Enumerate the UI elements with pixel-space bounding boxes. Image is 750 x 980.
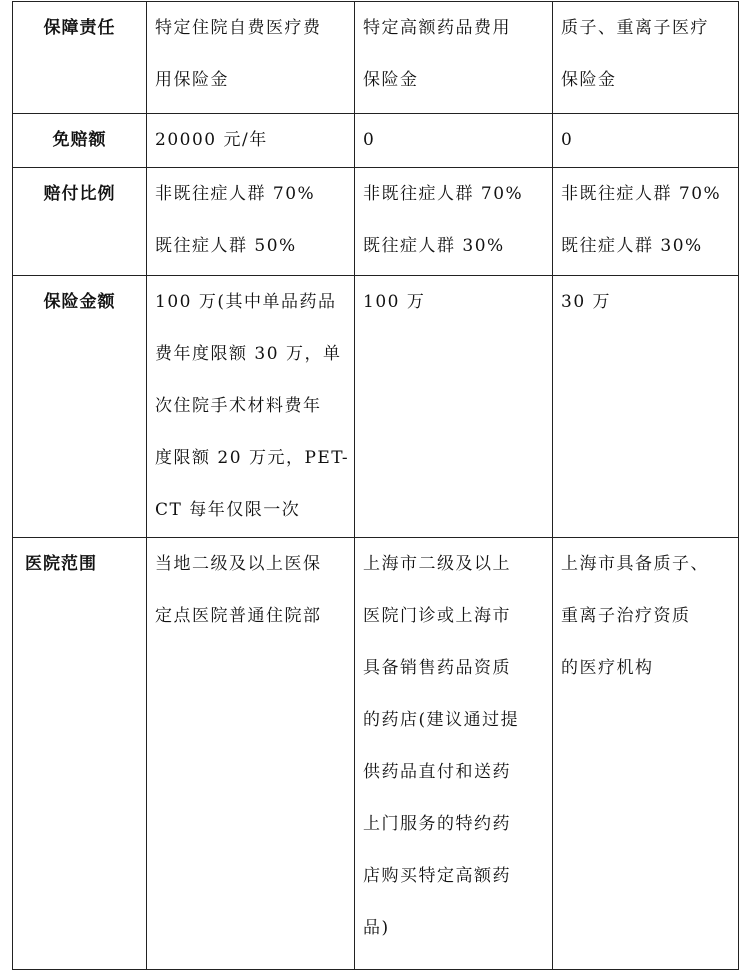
cell-line: 品) bbox=[363, 918, 390, 938]
table-cell bbox=[147, 538, 355, 970]
cell-line: CT 每年仅限一次 bbox=[155, 500, 301, 520]
cell-line: 上门服务的特约药 bbox=[363, 814, 511, 834]
table-cell bbox=[355, 168, 553, 276]
table-cell bbox=[355, 2, 553, 114]
table-cell bbox=[147, 276, 355, 538]
table-row bbox=[13, 538, 739, 970]
row-header-coverage bbox=[13, 2, 147, 114]
cell-line: 既往症人群 30% bbox=[363, 236, 505, 256]
cell-line: 既往症人群 50% bbox=[155, 236, 297, 256]
cell-line: 既往症人群 30% bbox=[561, 236, 703, 256]
cell-line: 保险金 bbox=[363, 70, 419, 90]
table-row bbox=[13, 168, 739, 276]
cell-line: 店购买特定高额药 bbox=[363, 866, 511, 886]
cell-line: 保险金 bbox=[561, 70, 617, 90]
table-cell bbox=[147, 114, 355, 168]
cell-line: 定点医院普通住院部 bbox=[155, 606, 322, 626]
table-row bbox=[13, 276, 739, 538]
table-cell bbox=[147, 2, 355, 114]
cell-line: 费年度限额 30 万，单 bbox=[155, 344, 342, 364]
cell-line: 上海市二级及以上 bbox=[363, 554, 511, 574]
table-cell bbox=[147, 168, 355, 276]
table-cell bbox=[355, 114, 553, 168]
table-row bbox=[13, 2, 739, 114]
cell-line: 的医疗机构 bbox=[561, 658, 654, 678]
cell-line: 医院门诊或上海市 bbox=[363, 606, 511, 626]
row-header-payout-ratio bbox=[13, 168, 147, 276]
row-header-deductible bbox=[13, 114, 147, 168]
cell-line: 100 万(其中单品药品 bbox=[155, 292, 337, 312]
cell-line: 特定高额药品费用 bbox=[363, 18, 511, 38]
cell-line: 次住院手术材料费年 bbox=[155, 396, 322, 416]
cell-line: 30 万 bbox=[561, 292, 612, 312]
cell-line: 100 万 bbox=[363, 292, 426, 312]
cell-line: 上海市具备质子、 bbox=[561, 554, 709, 574]
cell-line: 质子、重离子医疗 bbox=[561, 18, 709, 38]
cell-line: 20000 元/年 bbox=[155, 130, 268, 150]
row-header-label: 医院范围 bbox=[25, 554, 97, 574]
cell-line: 用保险金 bbox=[155, 70, 229, 90]
table-cell bbox=[553, 538, 739, 970]
row-header-hospital-scope bbox=[13, 538, 147, 970]
row-header-label: 保险金额 bbox=[43, 292, 116, 312]
cell-line: 0 bbox=[363, 130, 376, 150]
cell-line: 非既往症人群 70% bbox=[363, 184, 524, 204]
cell-line: 度限额 20 万元，PET- bbox=[155, 448, 350, 468]
cell-line: 0 bbox=[561, 130, 574, 150]
row-header-label: 赔付比例 bbox=[43, 184, 116, 204]
table-row bbox=[13, 114, 739, 168]
cell-line: 特定住院自费医疗费 bbox=[155, 18, 322, 38]
table-cell bbox=[553, 168, 739, 276]
table-cell bbox=[553, 276, 739, 538]
table-cell bbox=[553, 2, 739, 114]
table-cell bbox=[553, 114, 739, 168]
row-header-insured-amount bbox=[13, 276, 147, 538]
cell-line: 非既往症人群 70% bbox=[561, 184, 722, 204]
cell-line: 当地二级及以上医保 bbox=[155, 554, 322, 574]
cell-line: 非既往症人群 70% bbox=[155, 184, 316, 204]
cell-line: 的药店(建议通过提 bbox=[363, 710, 520, 730]
insurance-coverage-table bbox=[12, 1, 739, 970]
row-header-label: 免赔额 bbox=[52, 130, 107, 150]
cell-line: 重离子治疗资质 bbox=[561, 606, 691, 626]
cell-line: 具备销售药品资质 bbox=[363, 658, 511, 678]
table-cell bbox=[355, 276, 553, 538]
cell-line: 供药品直付和送药 bbox=[363, 762, 511, 782]
row-header-label: 保障责任 bbox=[43, 18, 116, 38]
table-cell bbox=[355, 538, 553, 970]
